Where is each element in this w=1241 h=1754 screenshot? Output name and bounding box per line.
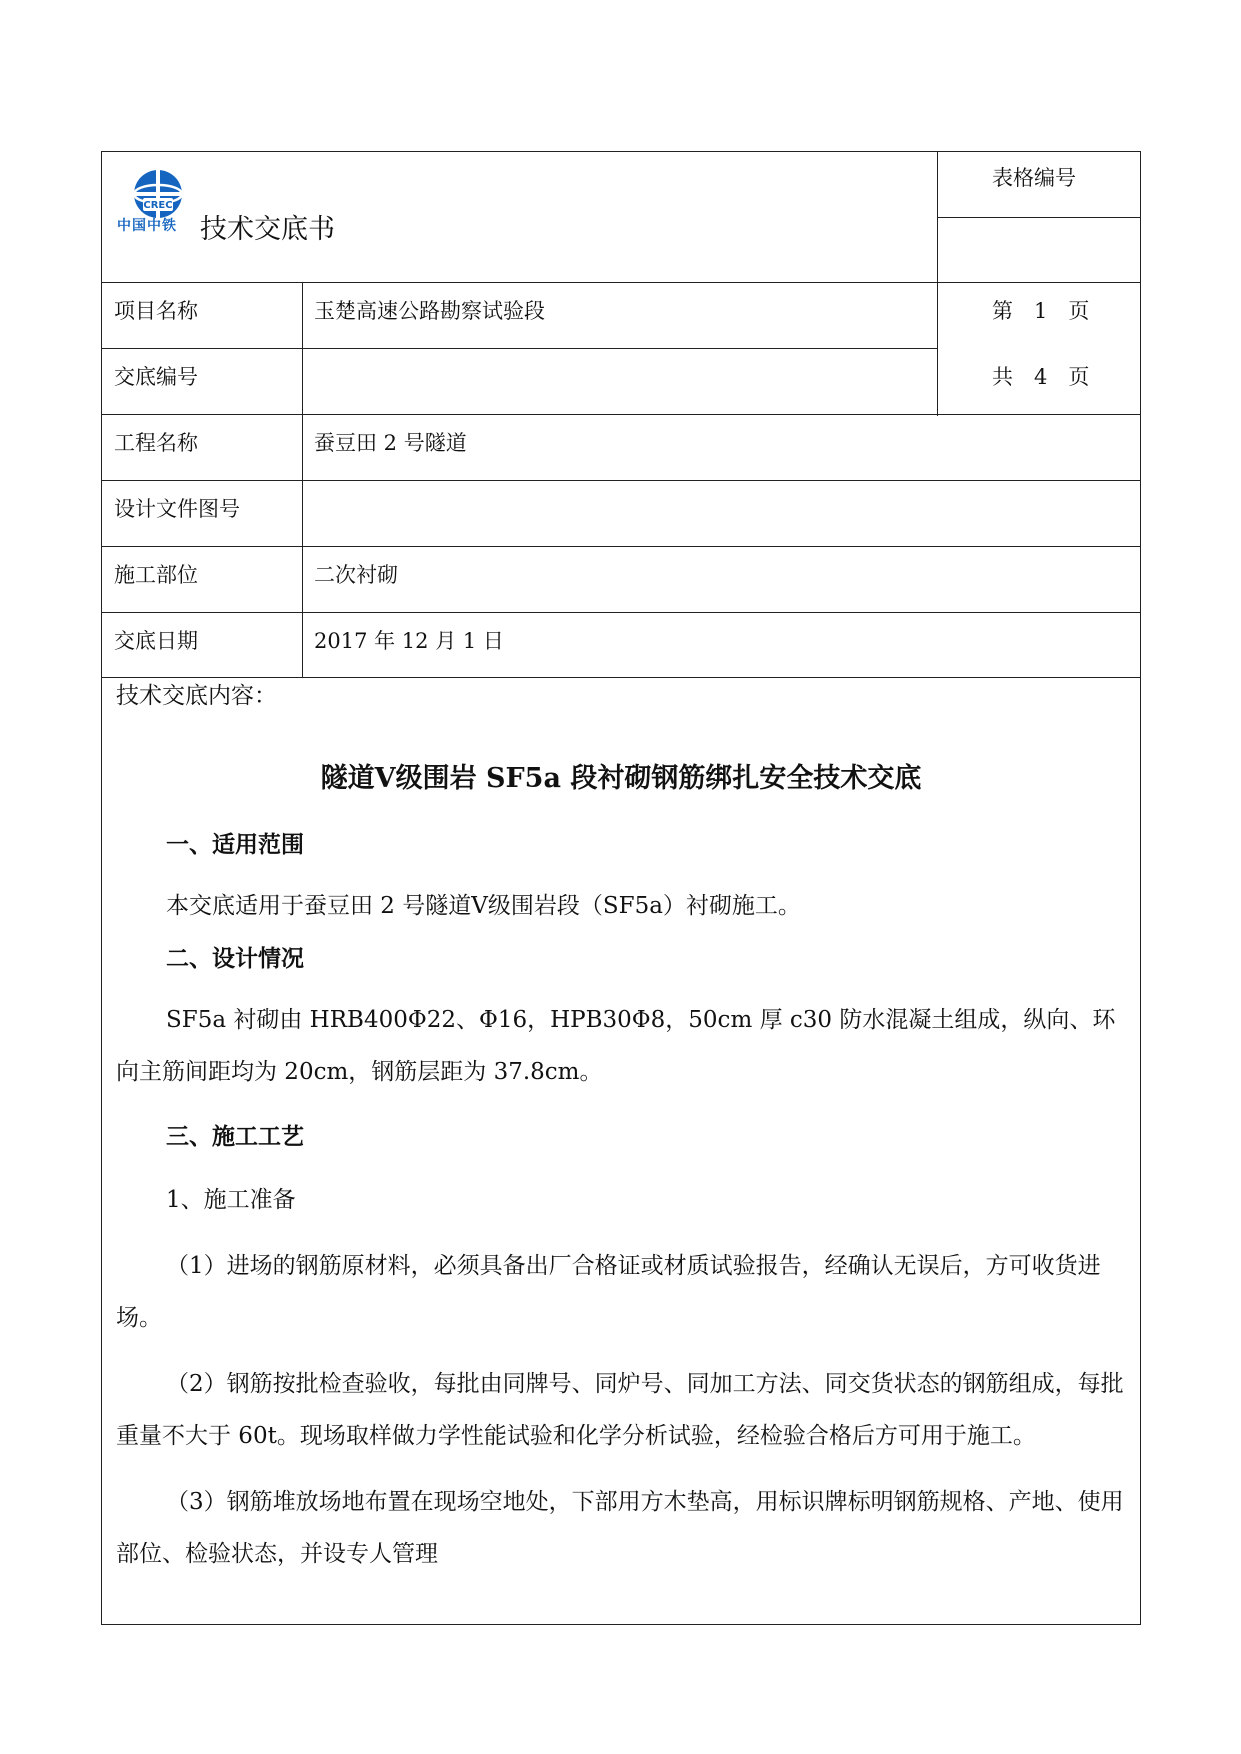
divider-row-1 <box>102 348 937 349</box>
list-item-1: （1）进场的钢筋原材料，必须具备出厂合格证或材质试验报告，经确认无误后，方可收货进场。 <box>116 1253 1101 1331</box>
value-disclosure-date: 2017 年 12 月 1 日 <box>314 629 504 653</box>
label-project-title: 工程名称 <box>114 431 198 455</box>
list-item-3: （3）钢筋堆放场地布置在现场空地处，下部用方木垫高，用标识牌标明钢筋规格、产地、使用部位、检验状态，并设专人管理 <box>116 1489 1124 1567</box>
label-construction-part: 施工部位 <box>114 563 198 587</box>
content-title: 隧道Ⅴ级围岩 SF5a 段衬砌钢筋绑扎安全技术交底 <box>320 763 922 794</box>
divider-row-4 <box>102 546 1140 547</box>
section-text-design: SF5a 衬砌由 HRB400Φ22、Φ16，HPB30Φ8，50cm 厚 c30 防水混凝土组成，纵向、环向主筋间距均为 20cm，钢筋层距为 37.8cm。 <box>116 1007 1116 1085</box>
label-disclosure-date: 交底日期 <box>114 629 198 653</box>
section-heading-scope: 一、适用范围 <box>166 832 304 858</box>
section-heading-process: 三、施工工艺 <box>166 1124 304 1150</box>
value-project-title: 蚕豆田 2 号隧道 <box>314 431 467 455</box>
divider-right-column <box>937 152 938 416</box>
disclosure-content <box>116 682 1126 1580</box>
page-current: 第 1 页 <box>992 299 1090 323</box>
label-drawing-number: 设计文件图号 <box>114 497 240 521</box>
value-construction-part: 二次衬砌 <box>314 563 398 587</box>
divider-row-3 <box>102 480 1140 481</box>
document-title: 技术交底书 <box>200 214 335 245</box>
divider-header <box>102 282 1140 283</box>
divider-row-2 <box>102 414 1140 415</box>
list-item-2: （2）钢筋按批检查验收，每批由同牌号、同炉号、同加工方法、同交货状态的钢筋组成，每批重量不大于 60t。现场取样做力学性能试验和化学分析试验，经检验合格后方可用于施工。 <box>116 1371 1124 1449</box>
company-logo-text: 中国中铁 <box>117 218 177 234</box>
label-project-name: 项目名称 <box>114 299 198 323</box>
label-disclosure-number: 交底编号 <box>114 365 198 389</box>
section-heading-design: 二、设计情况 <box>166 946 304 972</box>
divider-form-no <box>937 217 1140 218</box>
subsection-heading-preparation: 1、施工准备 <box>166 1187 296 1213</box>
divider-row-6 <box>102 677 1140 678</box>
content-label: 技术交底内容： <box>116 683 277 709</box>
svg-text:CREC: CREC <box>143 200 173 211</box>
page-total: 共 4 页 <box>992 365 1090 389</box>
value-project-name: 玉楚高速公路勘察试验段 <box>314 299 545 323</box>
section-text-scope: 本交底适用于蚕豆田 2 号隧道Ⅴ级围岩段（SF5a）衬砌施工。 <box>166 893 801 919</box>
divider-row-5 <box>102 612 1140 613</box>
form-number-label: 表格编号 <box>992 166 1076 190</box>
technical-disclosure-form <box>101 151 1141 1625</box>
